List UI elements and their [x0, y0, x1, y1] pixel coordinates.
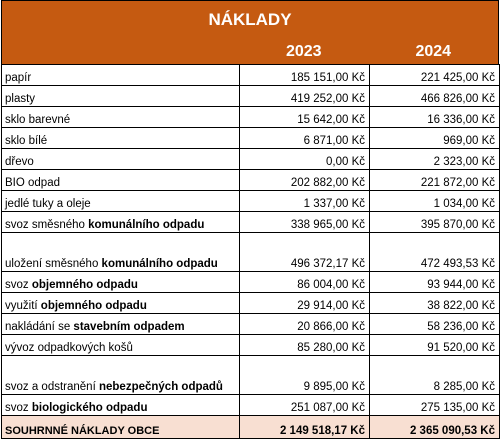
- value-2023: 0,00 Kč: [240, 149, 370, 170]
- row-label-bold-part: komunálního odpadu: [101, 258, 218, 270]
- total-label: SOUHRNNÉ NÁKLADY OBCE: [2, 416, 240, 439]
- row-label-part: papír: [5, 72, 32, 84]
- row-label: [2, 395, 240, 416]
- table-row: [2, 335, 500, 356]
- value-2024: 91 520,00 Kč: [370, 335, 500, 356]
- row-label: [2, 233, 240, 272]
- table-row: [2, 293, 500, 314]
- value-2024: 969,00 Kč: [370, 128, 500, 149]
- year-header-row: [2, 39, 498, 64]
- row-label-part: jedlé tuky a oleje: [5, 198, 91, 210]
- value-2023: 419 252,00 Kč: [240, 86, 370, 107]
- total-value-2024: 2 365 090,53 Kč: [370, 416, 500, 439]
- value-2023: 496 372,17 Kč: [240, 233, 370, 272]
- row-label: [2, 212, 240, 233]
- value-2023: 1 337,00 Kč: [240, 191, 370, 212]
- table-row: [2, 233, 500, 272]
- year-header-blank: [2, 39, 239, 64]
- row-label: [2, 356, 240, 395]
- value-2024: 472 493,53 Kč: [370, 233, 500, 272]
- table-row: [2, 128, 500, 149]
- row-label-part: uložení směsného: [5, 258, 102, 270]
- value-2023: 338 965,00 Kč: [240, 212, 370, 233]
- cost-table: [1, 64, 500, 439]
- value-2024: 93 944,00 Kč: [370, 272, 500, 293]
- row-label: [2, 314, 240, 335]
- row-label-part: svoz: [5, 279, 32, 291]
- value-2024: 466 826,00 Kč: [370, 86, 500, 107]
- total-row: [2, 416, 500, 439]
- row-label-part: sklo barevné: [5, 114, 71, 126]
- row-label-bold-part: objemného odpadu: [40, 300, 147, 312]
- value-2024: 16 336,00 Kč: [370, 107, 500, 128]
- table-row: [2, 65, 500, 86]
- value-2024: 221 425,00 Kč: [370, 65, 500, 86]
- row-label: [2, 335, 240, 356]
- row-label: [2, 149, 240, 170]
- value-2023: 185 151,00 Kč: [240, 65, 370, 86]
- value-2024: 1 034,00 Kč: [370, 191, 500, 212]
- row-label: [2, 293, 240, 314]
- table-row: [2, 395, 500, 416]
- row-label: [2, 107, 240, 128]
- table-row: [2, 191, 500, 212]
- row-label-part: svoz směsného: [5, 219, 89, 231]
- cost-table-body: [2, 65, 500, 439]
- row-label-part: dřevo: [5, 156, 34, 168]
- value-2024: 275 135,00 Kč: [370, 395, 500, 416]
- table-row: [2, 272, 500, 293]
- table-row: [2, 314, 500, 335]
- table-row: [2, 86, 500, 107]
- row-label-part: BIO odpad: [5, 177, 60, 189]
- value-2024: 2 323,00 Kč: [370, 149, 500, 170]
- row-label: [2, 191, 240, 212]
- row-label-bold-part: objemného odpadu: [31, 279, 138, 291]
- row-label-part: vývoz odpadkových košů: [5, 342, 133, 354]
- value-2023: 86 004,00 Kč: [240, 272, 370, 293]
- value-2023: 202 882,00 Kč: [240, 170, 370, 191]
- row-label-bold-part: nebezpečných odpadů: [98, 381, 223, 393]
- table-row: [2, 212, 500, 233]
- row-label: [2, 86, 240, 107]
- value-2023: 85 280,00 Kč: [240, 335, 370, 356]
- year-header-2023: 2023: [285, 43, 322, 60]
- row-label-bold-part: biologického odpadu: [31, 402, 148, 414]
- value-2024: 395 870,00 Kč: [370, 212, 500, 233]
- total-value-2023: 2 149 518,17 Kč: [240, 416, 370, 439]
- value-2023: 9 895,00 Kč: [240, 356, 370, 395]
- row-label-bold-part: stavebním odpadem: [73, 321, 185, 333]
- row-label-part: svoz a odstranění: [5, 381, 99, 393]
- row-label: [2, 65, 240, 86]
- row-label-part: plasty: [5, 93, 36, 105]
- value-2023: 20 866,00 Kč: [240, 314, 370, 335]
- row-label: [2, 272, 240, 293]
- value-2024: 8 285,00 Kč: [370, 356, 500, 395]
- row-label-part: sklo bílé: [5, 135, 48, 147]
- year-header-2024: 2024: [415, 43, 452, 60]
- table-row: [2, 149, 500, 170]
- row-label-part: svoz: [5, 402, 32, 414]
- table-header: [1, 0, 499, 64]
- row-label: [2, 128, 240, 149]
- value-2024: 221 872,00 Kč: [370, 170, 500, 191]
- table-row: [2, 107, 500, 128]
- value-2024: 58 236,00 Kč: [370, 314, 500, 335]
- value-2024: 38 822,00 Kč: [370, 293, 500, 314]
- value-2023: 29 914,00 Kč: [240, 293, 370, 314]
- value-2023: 6 871,00 Kč: [240, 128, 370, 149]
- table-row: [2, 356, 500, 395]
- row-label: [2, 170, 240, 191]
- value-2023: 251 087,00 Kč: [240, 395, 370, 416]
- row-label-part: využití: [5, 300, 41, 312]
- value-2023: 15 642,00 Kč: [240, 107, 370, 128]
- table-title: NÁKLADY: [208, 10, 292, 29]
- cost-sheet: [1, 0, 499, 439]
- table-row: [2, 170, 500, 191]
- row-label-bold-part: komunálního odpadu: [88, 219, 205, 231]
- row-label-part: nakládání se: [5, 321, 74, 333]
